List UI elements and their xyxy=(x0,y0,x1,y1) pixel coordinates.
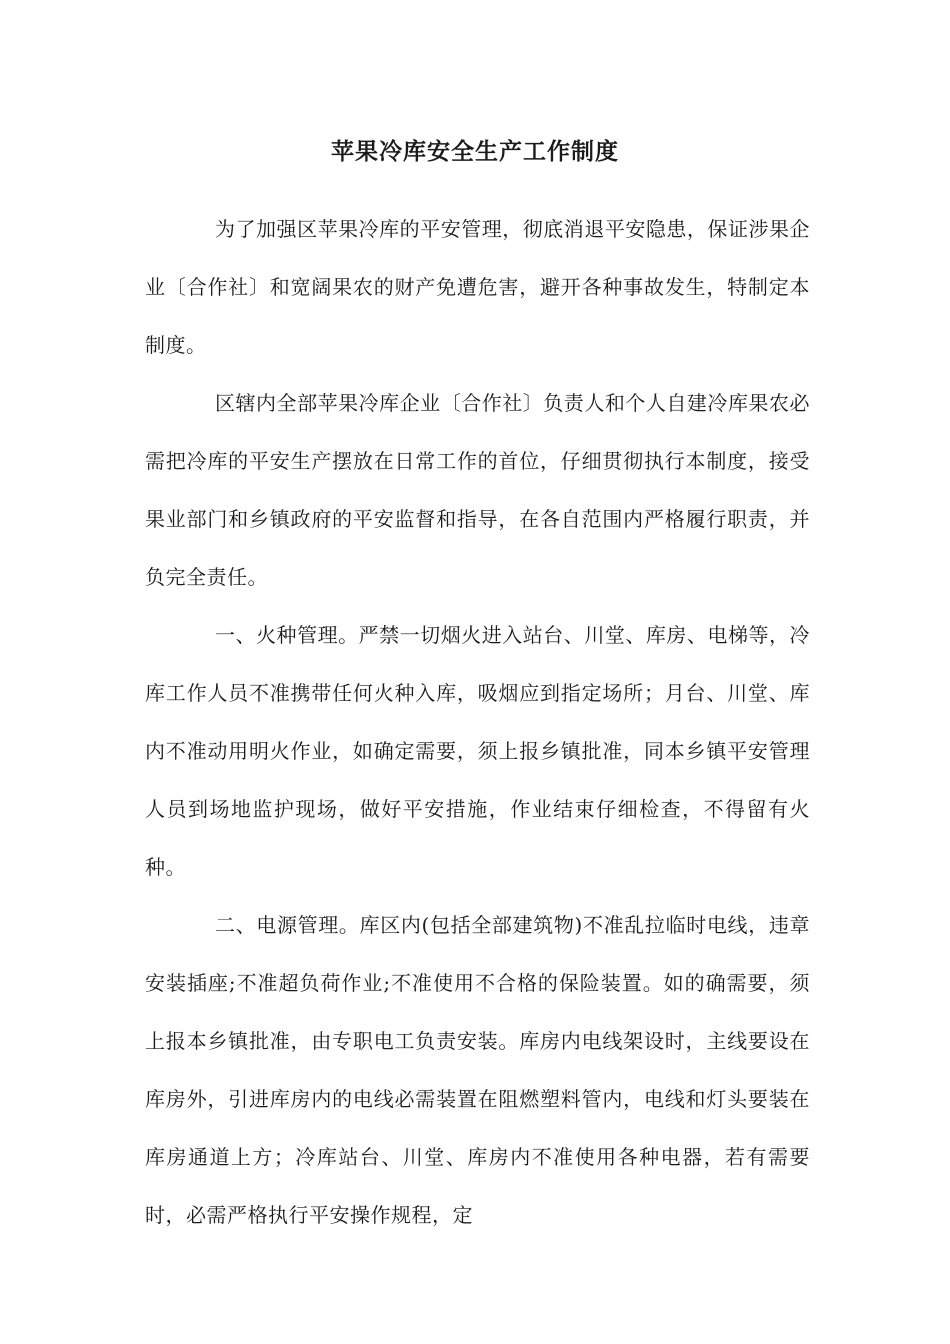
paragraph-intro: 为了加强区苹果冷库的平安管理，彻底消退平安隐患，保证涉果企业〔合作社〕和宽阔果农的财产免遭危害，避开各种事故发生，特制定本制度。 xyxy=(145,217,810,357)
paragraph-power-management: 二、电源管理。库区内(包括全部建筑物)不准乱拉临时电线，违章安装插座;不准超负荷作业;不准使用不合格的保险装置。如的确需要，须上报本乡镇批准，由专职电工负责安装。库房内电线架设时，主线要设在库房外，引进库房内的电线必需装置在阻燃塑料管内，电线和灯头要装在库房通道上方；冷库站台、川堂、库房内不准使用各种电器，若有需要时，必需严格执行平安操作规程，定 xyxy=(145,913,810,1227)
paragraph-fire-management: 一、火种管理。严禁一切烟火进入站台、川堂、库房、电梯等，冷库工作人员不准携带任何火种入库，吸烟应到指定场所；月台、川堂、库内不准动用明火作业，如确定需要，须上报乡镇批准，同本乡镇平安管理人员到场地监护现场，做好平安措施，作业结束仔细检查，不得留有火种。 xyxy=(145,623,810,879)
document-title: 苹果冷库安全生产工作制度 xyxy=(331,138,619,165)
paragraph-responsibility: 区辖内全部苹果冷库企业〔合作社〕负责人和个人自建冷库果农必需把冷库的平安生产摆放在日常工作的首位，仔细贯彻执行本制度，接受果业部门和乡镇政府的平安监督和指导，在各自范围内严格履行职责，并负完全责任。 xyxy=(145,391,810,589)
document-body xyxy=(145,200,810,1244)
